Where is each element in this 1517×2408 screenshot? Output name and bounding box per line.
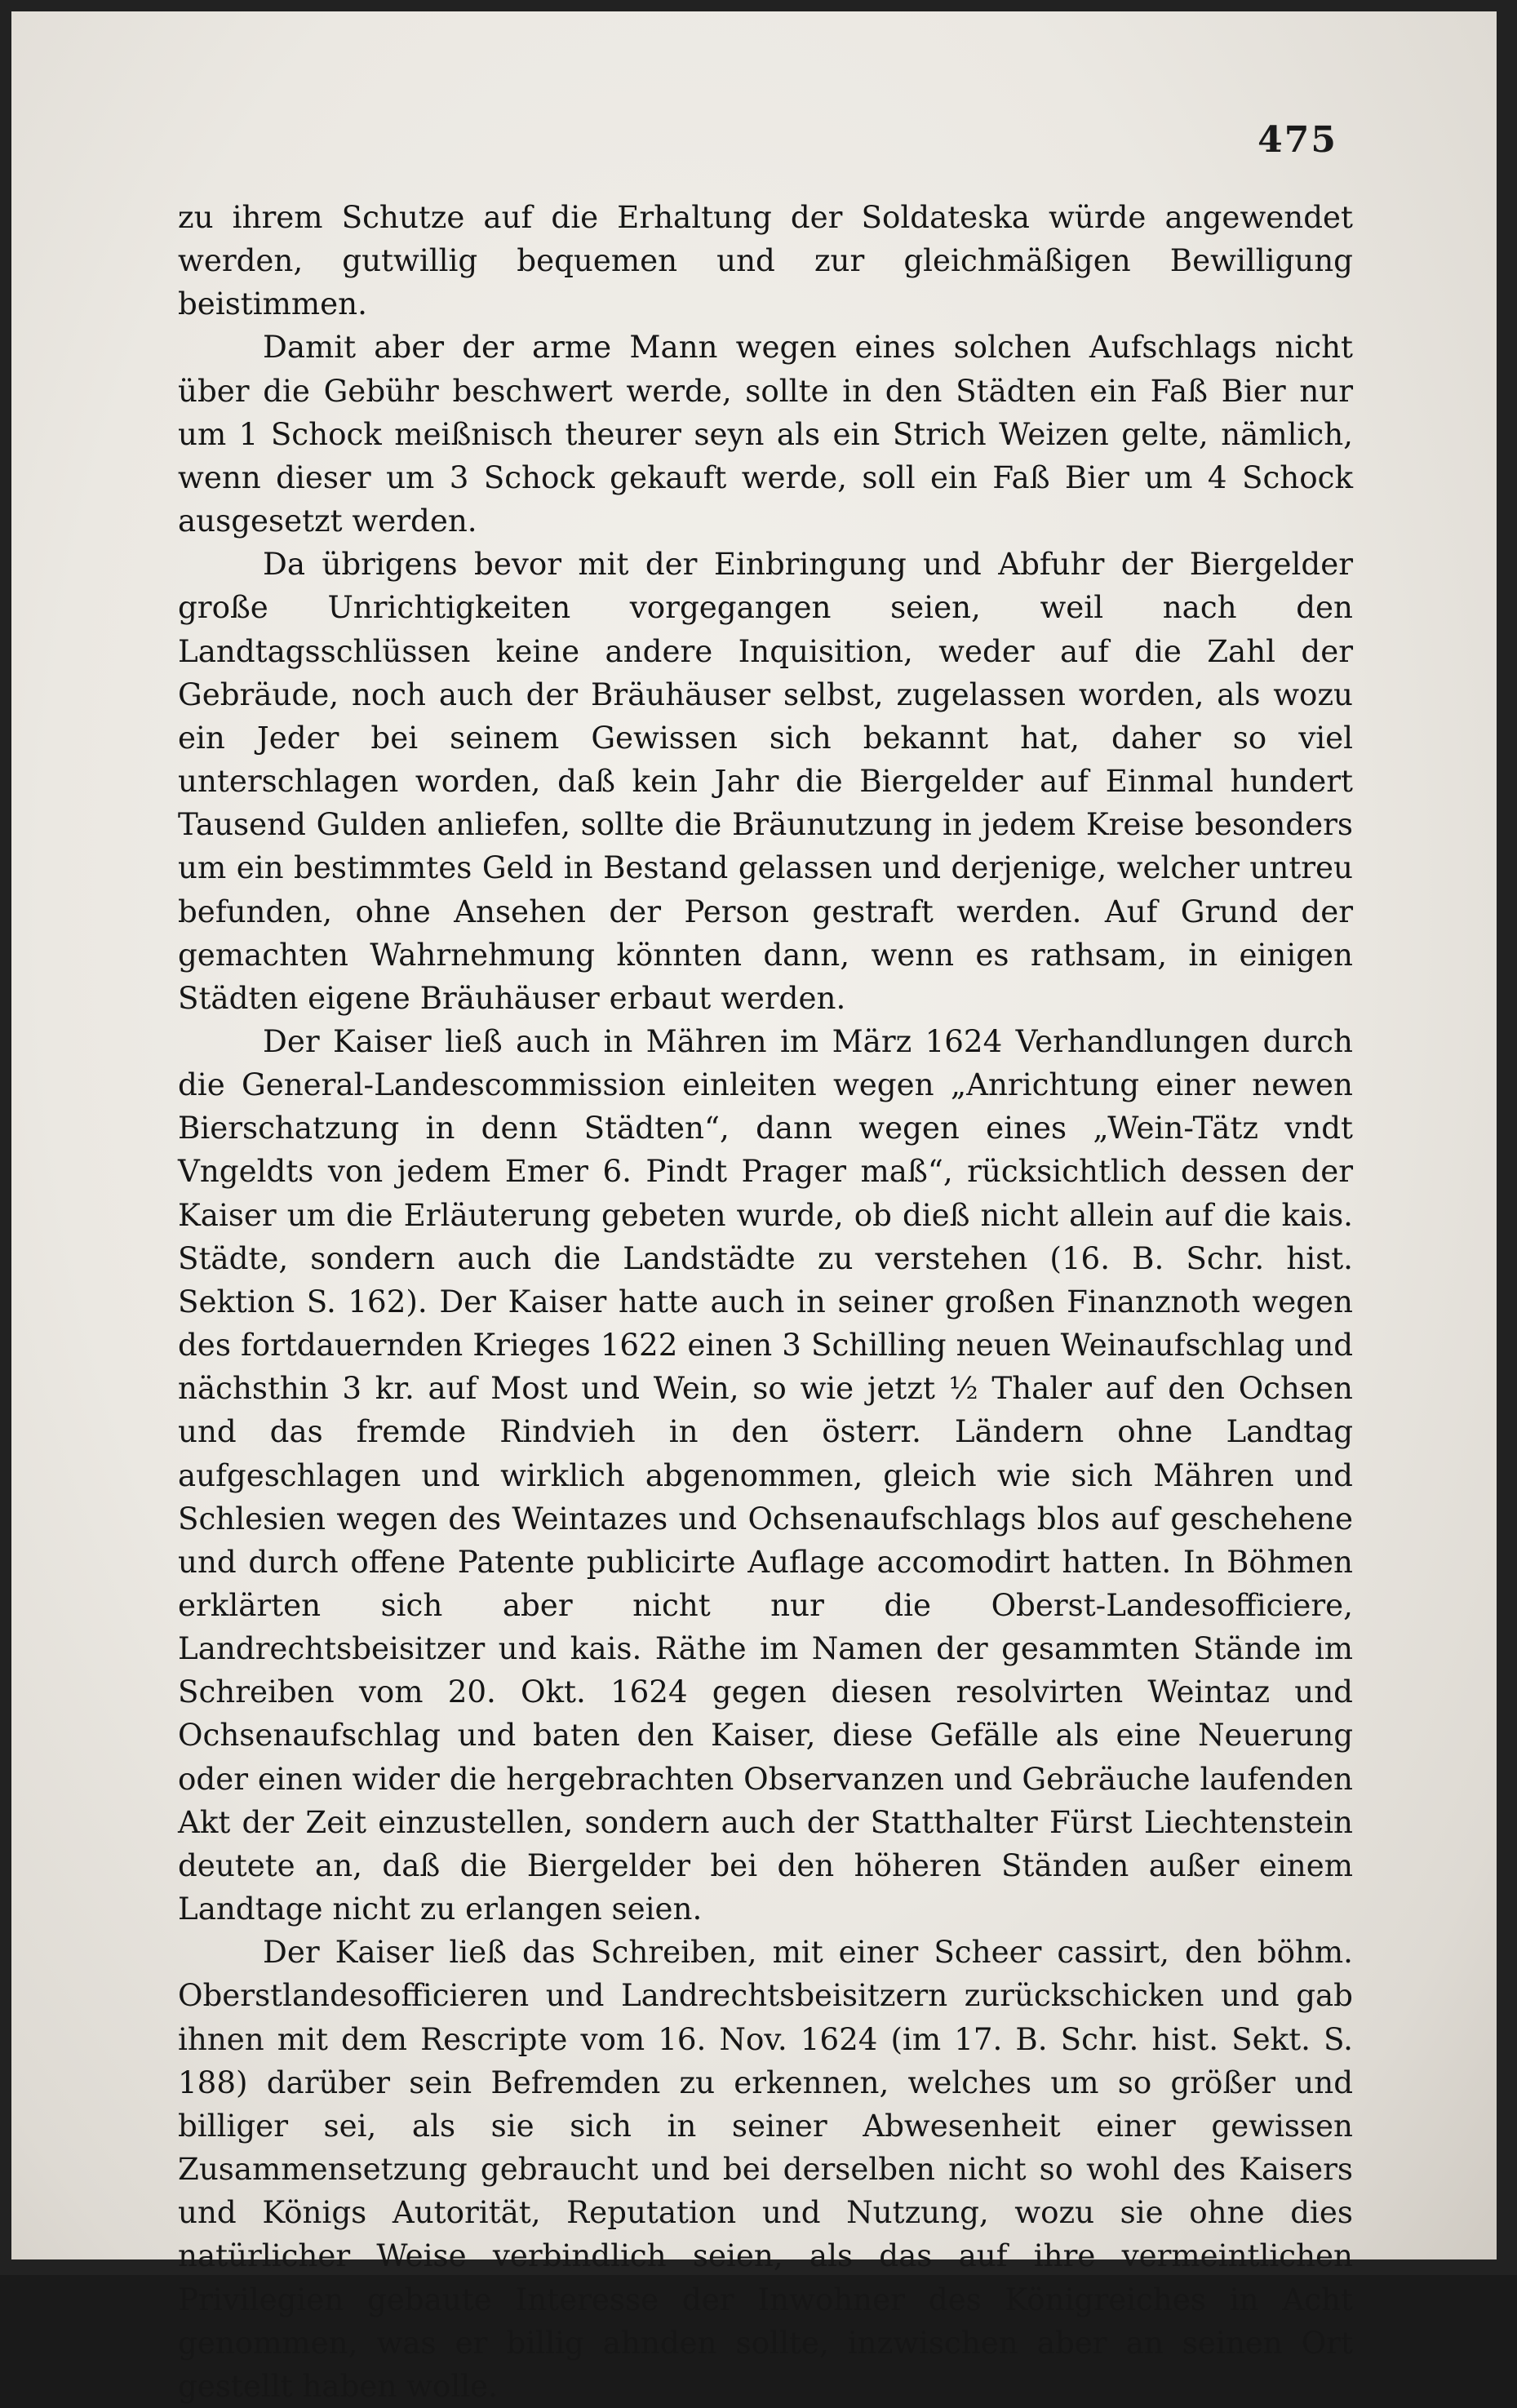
body-text [178, 196, 1353, 2408]
paragraph-2: Damit aber der arme Mann wegen eines solchen Aufschlags nicht über die Gebühr beschwert werde, sollte in den Städten ein Faß Bier nur um 1 Schock meißnisch theurer seyn als ein Strich Weizen gelte, nämlich, wenn dieser um 3 Schock gekauft werde, soll ein Faß Bier um 4 Schock ausgesetzt werden. [178, 329, 1353, 539]
paragraph-3: Da übrigens bevor mit der Einbringung und Abfuhr der Biergelder große Unrichtigkeiten vorgegangen seien, weil nach den Landtagsschlüssen keine andere Inquisition, weder auf die Zahl der Gebräude, noch auch der Bräuhäuser selbst, zugelassen worden, als wozu ein Jeder bei seinem Gewissen sich bekannt hat, daher so viel unterschlagen worden, daß kein Jahr die Biergelder auf Einmal hundert Tausend Gulden anliefen, sollte die Bräunutzung in jedem Kreise besonders um ein bestimmtes Geld in Bestand gelassen und derjenige, welcher untreu befunden, ohne Ansehen der Person gestraft werden. Auf Grund der gemachten Wahrnehmung könnten dann, wenn es rathsam, in einigen Städten eigene Bräuhäuser erbaut werden. [178, 546, 1353, 1016]
paragraph-4: Der Kaiser ließ auch in Mähren im März 1624 Verhandlungen durch die General-Landescommission einleiten wegen „Anrichtung einer newen Bierschatzung in denn Städten“, dann wegen eines „Wein-Tätz vndt Vngeldts von jedem Emer 6. Pindt Prager maß“, rücksichtlich dessen der Kaiser um die Erläuterung gebeten wurde, ob dieß nicht allein auf die kais. Städte, sondern auch die Landstädte zu verstehen (16. B. Schr. hist. Sektion S. 162). Der Kaiser hatte auch in seiner großen Finanznoth wegen des fortdauernden Krieges 1622 einen 3 Schilling neuen Weinaufschlag und nächsthin 3 kr. auf Most und Wein, so wie jetzt ½ Thaler auf den Ochsen und das fremde Rindvieh in den österr. Ländern ohne Landtag aufgeschlagen und wirklich abgenommen, gleich wie sich Mähren und Schlesien wegen des Weintazes und Ochsenaufschlags blos auf geschehene und durch offene Patente publicirte Auflage accomodirt hatten. In Böhmen erklärten sich aber nicht nur die Oberst-Landesofficiere, Landrechtsbeisitzer und kais. Räthe im Namen der gesammten Stände im Schreiben vom 20. Okt. 1624 gegen diesen resolvirten Weintaz und Ochsenaufschlag und baten den Kaiser, diese Gefälle als eine Neuerung oder einen wider die hergebrachten Observanzen und Gebräuche laufenden Akt der Zeit einzustellen, sondern auch der Statthalter Fürst Liechtenstein deutete an, daß die Biergelder bei den höheren Ständen außer einem Landtage nicht zu erlangen seien. [178, 1022, 1353, 1927]
paragraph-1: zu ihrem Schutze auf die Erhaltung der Soldateska würde angewendet werden, gutwillig bequemen und zur gleichmäßigen Bewilligung beistimmen. [178, 199, 1353, 322]
page-number: 475 [1258, 119, 1337, 161]
paragraph-5: Der Kaiser ließ das Schreiben, mit einer Scheer cassirt, den böhm. Oberstlandesofficieren und Landrechtsbeisitzern zurückschicken und gab ihnen mit dem Rescripte vom 16. Nov. 1624 (im 17. B. Schr. hist. Sekt. S. 188) darüber sein Befremden zu erkennen, welches um so größer und billiger sei, als sie sich in seiner Abwesenheit einer gewissen Zusammensetzung gebraucht und bei derselben nicht so wohl des Kaisers und Königs Autorität, Reputation und Nutzung, wozu sie ohne dies natürlicher Weise verbindlich seien, als das auf ihre vermeintlichen Privilegien gebaute Interesse der Inwohner des Königreiches in Acht genommen, was er billig ahnden sollte, inzwischen aber an seinen Ort gestellt haben wolle. [178, 1934, 1353, 2404]
book-page [11, 11, 1497, 2404]
